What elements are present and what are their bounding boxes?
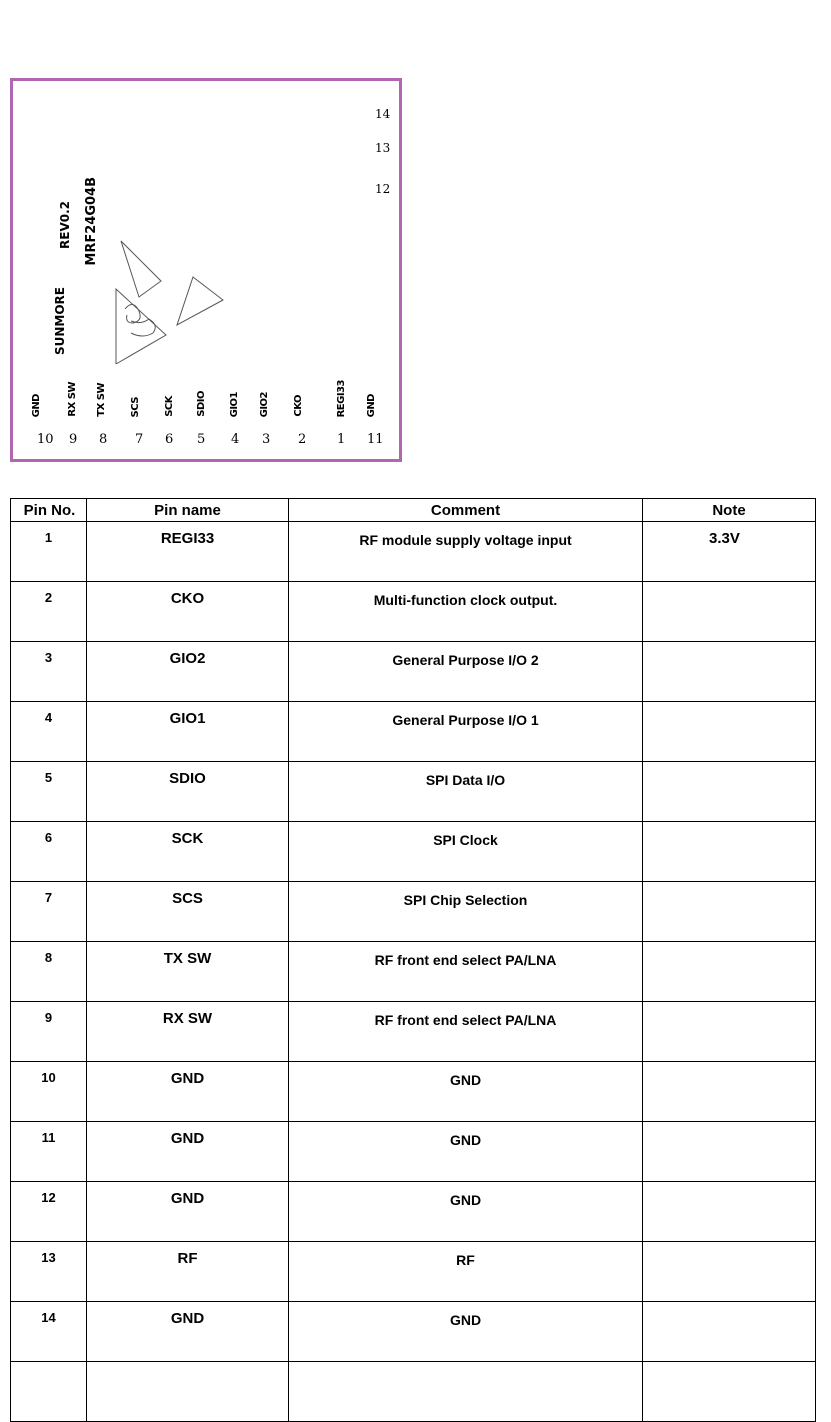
pin-number-3: 3 [262, 432, 271, 447]
pin-label: REGI33 [336, 379, 347, 417]
cell-note [643, 642, 816, 702]
pin-description-table [10, 498, 816, 1422]
pin-label: GND [366, 393, 377, 417]
pin-number-14: 14 [375, 107, 391, 121]
pin-number-6: 6 [165, 432, 174, 447]
header-pin-no: Pin No. [11, 499, 87, 522]
model-label: MRF24G04B [84, 177, 99, 266]
cell-pin-name: RF [87, 1242, 289, 1302]
cell-pin-no: 11 [11, 1122, 87, 1182]
table-row [11, 762, 816, 822]
table-row [11, 702, 816, 762]
cell-comment: RF [289, 1242, 643, 1302]
table-row [11, 822, 816, 882]
cell-pin-name: REGI33 [87, 522, 289, 582]
cell-pin-no: 8 [11, 942, 87, 1002]
pin-label: GND [31, 393, 42, 417]
header-note: Note [643, 499, 816, 522]
cell-comment: SPI Data I/O [289, 762, 643, 822]
cell-pin-no: 13 [11, 1242, 87, 1302]
table-row [11, 1002, 816, 1062]
table-row [11, 942, 816, 1002]
cell-note [643, 1062, 816, 1122]
cell-pin-name: GIO2 [87, 642, 289, 702]
cell-note [643, 942, 816, 1002]
cell-pin-no: 10 [11, 1062, 87, 1122]
cell-pin-no: 12 [11, 1182, 87, 1242]
cell-pin-name: GND [87, 1302, 289, 1362]
cell-pin-no: 3 [11, 642, 87, 702]
cell-pin-name [87, 1362, 289, 1422]
cell-note [643, 762, 816, 822]
cell-comment: General Purpose I/O 2 [289, 642, 643, 702]
cell-pin-no: 5 [11, 762, 87, 822]
table-row [11, 1242, 816, 1302]
cell-pin-no: 14 [11, 1302, 87, 1362]
cell-note [643, 1362, 816, 1422]
pin-number-10: 10 [37, 432, 54, 447]
header-comment: Comment [289, 499, 643, 522]
pin-number-8: 8 [99, 432, 108, 447]
module-outline [10, 78, 402, 462]
table-row [11, 1122, 816, 1182]
cell-pin-name: GND [87, 1062, 289, 1122]
pin-label: GIO2 [259, 391, 270, 417]
pin-number-5: 5 [197, 432, 206, 447]
cell-comment: SPI Clock [289, 822, 643, 882]
cell-note: 3.3V [643, 522, 816, 582]
cell-comment: SPI Chip Selection [289, 882, 643, 942]
pin-number-2: 2 [298, 432, 307, 447]
pin-label: SDIO [196, 391, 207, 417]
pin-label: SCS [130, 396, 141, 417]
cell-comment: General Purpose I/O 1 [289, 702, 643, 762]
cell-note [643, 882, 816, 942]
table-row [11, 642, 816, 702]
cell-comment [289, 1362, 643, 1422]
cell-pin-name: SDIO [87, 762, 289, 822]
cell-comment: GND [289, 1122, 643, 1182]
pin-label: SCK [164, 396, 175, 417]
cell-pin-no: 2 [11, 582, 87, 642]
cell-comment: RF module supply voltage input [289, 522, 643, 582]
cell-note [643, 1122, 816, 1182]
pin-label: GIO1 [229, 391, 240, 417]
cell-pin-no: 9 [11, 1002, 87, 1062]
cell-pin-name: SCS [87, 882, 289, 942]
cell-pin-name: CKO [87, 582, 289, 642]
cell-comment: RF front end select PA/LNA [289, 1002, 643, 1062]
table-row [11, 1302, 816, 1362]
table-row [11, 1062, 816, 1122]
cell-pin-no [11, 1362, 87, 1422]
pin-label: TX SW [96, 383, 107, 417]
pin-number-7: 7 [135, 432, 144, 447]
pin-label: CKO [293, 395, 304, 417]
table-row [11, 582, 816, 642]
cell-pin-no: 6 [11, 822, 87, 882]
table-row [11, 522, 816, 582]
cell-pin-no: 4 [11, 702, 87, 762]
pin-label: RX SW [67, 382, 78, 417]
cell-pin-name: TX SW [87, 942, 289, 1002]
pin-number-12: 12 [375, 182, 391, 196]
table-row [11, 1362, 816, 1422]
cell-comment: Multi-function clock output. [289, 582, 643, 642]
table-row [11, 882, 816, 942]
cell-note [643, 1182, 816, 1242]
cell-note [643, 1002, 816, 1062]
cell-pin-name: GND [87, 1182, 289, 1242]
cell-note [643, 582, 816, 642]
cell-note [643, 1242, 816, 1302]
revision-label: REV0.2 [58, 201, 72, 249]
cell-comment: GND [289, 1182, 643, 1242]
pin-number-13: 13 [375, 141, 391, 155]
cell-note [643, 822, 816, 882]
cell-note [643, 702, 816, 762]
cell-pin-name: GND [87, 1122, 289, 1182]
cell-note [643, 1302, 816, 1362]
cell-pin-no: 7 [11, 882, 87, 942]
table-row [11, 1182, 816, 1242]
pin-number-4: 4 [231, 432, 240, 447]
cell-pin-name: GIO1 [87, 702, 289, 762]
cell-comment: GND [289, 1302, 643, 1362]
cell-pin-name: RX SW [87, 1002, 289, 1062]
cell-pin-no: 1 [11, 522, 87, 582]
cell-comment: RF front end select PA/LNA [289, 942, 643, 1002]
pin-number-9: 9 [69, 432, 78, 447]
brand-label: SUNMORE [53, 287, 67, 356]
table-header-row [11, 499, 816, 522]
header-pin-name: Pin name [87, 499, 289, 522]
pin-number-1: 1 [337, 432, 346, 447]
esd-warning-icon [111, 239, 226, 364]
pin-number-11: 11 [367, 432, 384, 447]
cell-pin-name: SCK [87, 822, 289, 882]
cell-comment: GND [289, 1062, 643, 1122]
